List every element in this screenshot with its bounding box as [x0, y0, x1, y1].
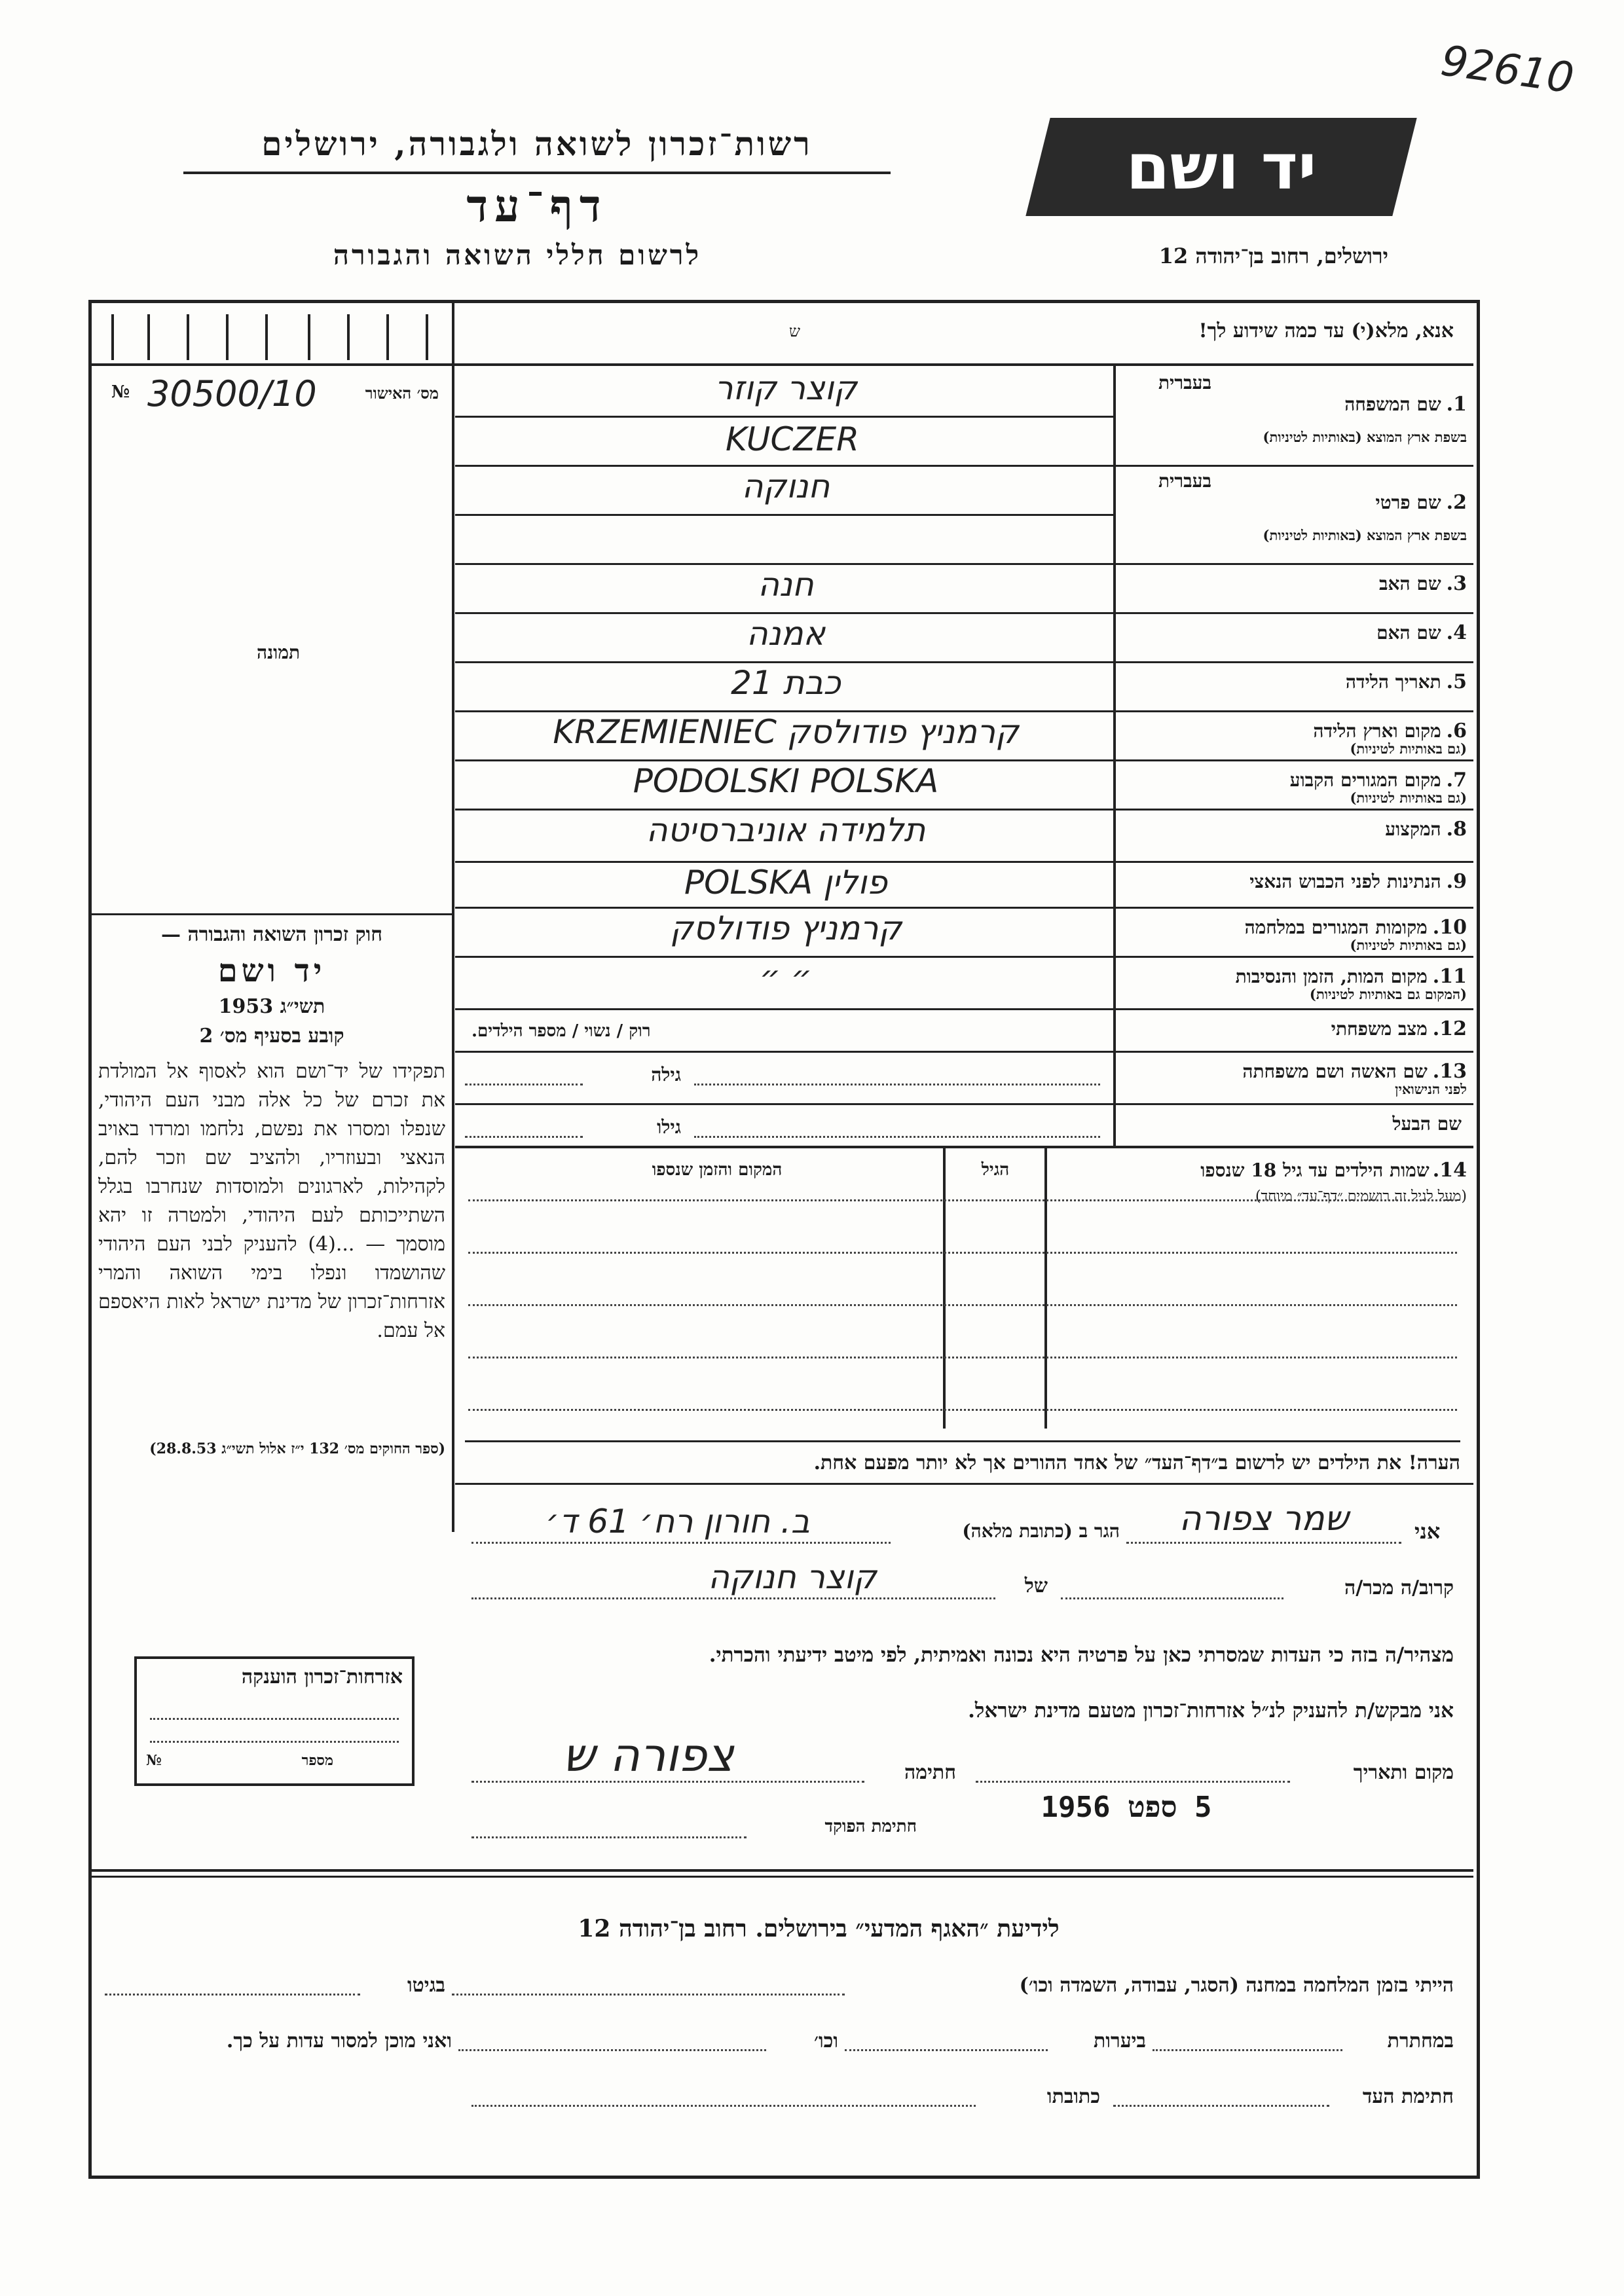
field-title: שם האב	[1379, 573, 1441, 594]
footer-underground: במחתרת	[1387, 2030, 1454, 2052]
field-label-4	[1120, 621, 1467, 644]
field-label-11	[1120, 965, 1467, 988]
field-number: 4.	[1446, 621, 1467, 644]
field-number: 6.	[1446, 720, 1467, 742]
law-body: תפקידו של יד־ושם הוא לאסוף אל המולדת את זכרם של כל אלה מבני העם היהודי, שנפלו ומסרו את נפשם, נלחמו ומרדו באויב הנאצי ובעוזריו, ולהציב שם וזכר להם, לקהילות, לארגונים ולמוסדות שנחרבו בגלל השתייכותם לעם היהודי, ולמטרה זו יהא מוסמך — ...(4) להעניק לבני העם היהודי שהושמדו ונפלו בימי השואה והמרי אזרחות־זכרון של מדינת ישראל לאות היאספם אל עמם.	[98, 1060, 445, 1342]
children-sub: (מעל לגיל זה רושמים ״דף־עד״ מיוחד)	[1255, 1188, 1467, 1205]
place-header: המקום והזמן שנספו	[652, 1160, 783, 1180]
field-title: שם הבעל	[1392, 1113, 1462, 1135]
field-sublabel: בשפת ארץ המוצא (באותיות לטיניות)	[1263, 527, 1467, 543]
stamp-date: 5 ספט 1956	[1041, 1791, 1212, 1824]
his-address-label: כתובתו	[1046, 2085, 1100, 2108]
field-lang-hebrew: בעברית	[1158, 470, 1211, 492]
field-label-7	[1120, 769, 1467, 792]
citizenship-number-label: מספר	[301, 1752, 333, 1769]
field-label-3	[1120, 572, 1467, 595]
field-sublabel: (גם באותיות לטיניות)	[1350, 740, 1467, 757]
address-line: ירושלים, רחוב בן־יהודה 12	[1158, 244, 1388, 268]
field-value-4: אמנה	[746, 615, 826, 653]
children-num: 14.	[1432, 1159, 1467, 1182]
record-number	[105, 373, 445, 412]
field-title: תאריך הלידה	[1345, 671, 1441, 693]
field-label-2	[1120, 491, 1467, 514]
field-number: 3.	[1446, 572, 1467, 595]
record-no-prefix: №	[111, 382, 130, 402]
children-table	[455, 1147, 1473, 1429]
footer-ghetto: בגיטו	[407, 1974, 445, 1997]
footer-line1: הייתי בזמן המלחמה במחנה (הסגר, עבודה, השמדה וכו׳)	[1019, 1974, 1454, 1997]
field-title: שם המשפחה	[1344, 393, 1441, 415]
field-sublabel: (גם באותיות לטיניות)	[1350, 937, 1467, 953]
form-title: דף־עד	[466, 180, 608, 232]
place-date-label: מקום ותאריך	[1353, 1761, 1454, 1784]
relative-label: קרוב/ה מכר/ה	[1344, 1576, 1454, 1599]
footer-title: לידיעת ״האגף המדעי״ בירושלים. רחוב בן־יהודה 12	[578, 1915, 1060, 1942]
residing-label: הגר ב (כתובת מלאה)	[962, 1520, 1120, 1542]
field-value-9: פולין POLSKA	[684, 864, 888, 902]
record-ticks	[111, 314, 445, 360]
field-value-2: חנוקה	[741, 467, 830, 505]
field-label-14	[1120, 1112, 1467, 1135]
law-title: חוק זכרון השואה והגבורה —	[161, 923, 382, 946]
footer-etc: וכו׳	[814, 2030, 838, 2052]
field-extra-14: גילו	[657, 1116, 681, 1138]
declarant-name: שמר צפורה	[1179, 1499, 1349, 1539]
field-label-5	[1120, 670, 1467, 693]
of-label: של	[1024, 1575, 1048, 1597]
field-number: 9.	[1446, 870, 1467, 893]
citizenship-title: אזרחות־זכרון הוענקה	[241, 1666, 403, 1688]
signature-label: חתימה	[904, 1761, 956, 1784]
record-no-value: 30500/10	[147, 373, 317, 414]
field-value-3: חנה	[758, 566, 814, 604]
corner-mark: 92610	[1437, 37, 1577, 103]
record-no-label: מס׳ האישור	[365, 384, 439, 403]
field-value-6: קרמניץ פודולסק KRZEMIENIEC	[553, 713, 1019, 751]
declarant-address: ב. חורון רח׳ 61 ד׳	[545, 1503, 810, 1540]
field-value-latin-1: KUCZER	[725, 420, 859, 458]
witness-signature-label: חתימת העד	[1362, 2085, 1454, 2108]
law-year: תשי״ג 1953	[218, 995, 325, 1018]
law-source: (ספר החוקים מס׳ 132 י״ז אלול תשי״ג 28.8.53)	[149, 1440, 445, 1457]
field-label-8	[1120, 818, 1467, 841]
request-text: אני מבקש/ת להעניק לנ״ל אזרחות־זכרון מטעם מדינת ישראל.	[968, 1699, 1454, 1722]
field-value-10: קרמניץ פודולסק	[670, 909, 902, 947]
field-number: 1.	[1446, 393, 1467, 416]
field-title: מקום המות, הזמן והנסיבות	[1235, 966, 1428, 987]
law-name: יד ושם	[217, 953, 326, 989]
signature: צפורה ש	[563, 1728, 734, 1782]
field-lang-hebrew: בעברית	[1158, 372, 1211, 393]
logo-text: יד ושם	[1126, 130, 1317, 204]
field-label-12	[1120, 1017, 1467, 1040]
field-number: 7.	[1446, 769, 1467, 792]
instruction: אנא, מלא(י) עד כמה שידוע לך!	[1198, 319, 1454, 342]
field-number: 5.	[1446, 670, 1467, 693]
declarant-i: אני	[1414, 1519, 1441, 1544]
field-title: המקצוע	[1385, 818, 1441, 840]
field-title: מקום המגורים הקבוע	[1289, 769, 1441, 791]
citizenship-box	[134, 1656, 415, 1786]
field-label-9	[1120, 870, 1467, 893]
field-title: מקום וארץ הלידה	[1313, 720, 1441, 742]
field-number: 13.	[1432, 1060, 1467, 1083]
field-number: 8.	[1446, 818, 1467, 841]
field-title: שם האם	[1376, 622, 1441, 644]
field-label-1	[1120, 393, 1467, 416]
declaration-text: מצהיר/ה בזה כי העדות שמסרתי כאן על פרטיה היא נכונה ואמיתית, לפי מיטב ידיעתי והכרתי.	[709, 1643, 1454, 1667]
yad-vashem-logo	[1025, 118, 1416, 216]
field-value-7: PODOLSKI POLSKA	[633, 762, 939, 800]
field-extra-13: גילה	[651, 1064, 681, 1085]
field-value-12: רוק / נשוי / מספר הילדים.	[471, 1021, 651, 1041]
children-note: הערה! את הילדים יש לרשום ב״דף־העד״ של אחד ההורים אך לא יותר מפעם אחת.	[465, 1440, 1460, 1474]
children-label	[1061, 1159, 1467, 1182]
field-label-13	[1120, 1060, 1467, 1083]
field-sublabel: לפני הנישואין	[1395, 1081, 1467, 1097]
field-sublabel: בשפת ארץ המוצא (באותיות לטיניות)	[1263, 429, 1467, 445]
field-label-10	[1120, 916, 1467, 939]
field-value-1: קוצר קוזר	[714, 369, 857, 407]
form-subtitle: לרשום חללי השואה והגבורה	[333, 239, 702, 271]
field-value-5: כבת 21	[731, 664, 841, 702]
field-sublabel: (המקום גם באותיות לטיניות)	[1309, 986, 1467, 1002]
field-value-11: ״ ״	[759, 958, 813, 996]
officer-signature-label: חתימת הפוקד	[824, 1817, 917, 1836]
field-number: 2.	[1446, 491, 1467, 514]
field-title: שם פרטי	[1375, 492, 1441, 513]
field-title: מצב משפחתי	[1331, 1018, 1428, 1040]
children-title: שמות הילדים עד גיל 18 שנספו	[1200, 1159, 1430, 1181]
photo-label: תמונה	[256, 642, 301, 663]
law-clause: קובע בסעיף מס׳ 2	[199, 1025, 344, 1048]
authority-heading: רשות־זכרון לשואה ולגבורה, ירושלים	[261, 124, 813, 163]
footer-forests: ביערות	[1093, 2030, 1146, 2052]
field-number: 11.	[1432, 965, 1467, 988]
field-title: הנתינות לפני הכבוש הנאצי	[1249, 871, 1441, 892]
citizenship-no-prefix: №	[146, 1752, 162, 1769]
age-header: הגיל	[981, 1160, 1010, 1180]
field-title: שם האשה ושם משפחתה	[1242, 1061, 1428, 1082]
of-name: קוצר חנוקה	[708, 1558, 877, 1596]
field-title: מקומות המגורים במלחמה	[1244, 917, 1428, 938]
footer-ready: ואני מוכן למסור עדות על כך.	[226, 2030, 452, 2052]
field-number: 10.	[1432, 916, 1467, 939]
small-mark: ש	[789, 322, 800, 340]
field-sublabel: (גם באותיות לטיניות)	[1350, 790, 1467, 806]
field-value-8: תלמידה אוניברסיטה	[646, 811, 926, 849]
field-label-6	[1120, 720, 1467, 742]
field-number: 12.	[1432, 1017, 1467, 1040]
